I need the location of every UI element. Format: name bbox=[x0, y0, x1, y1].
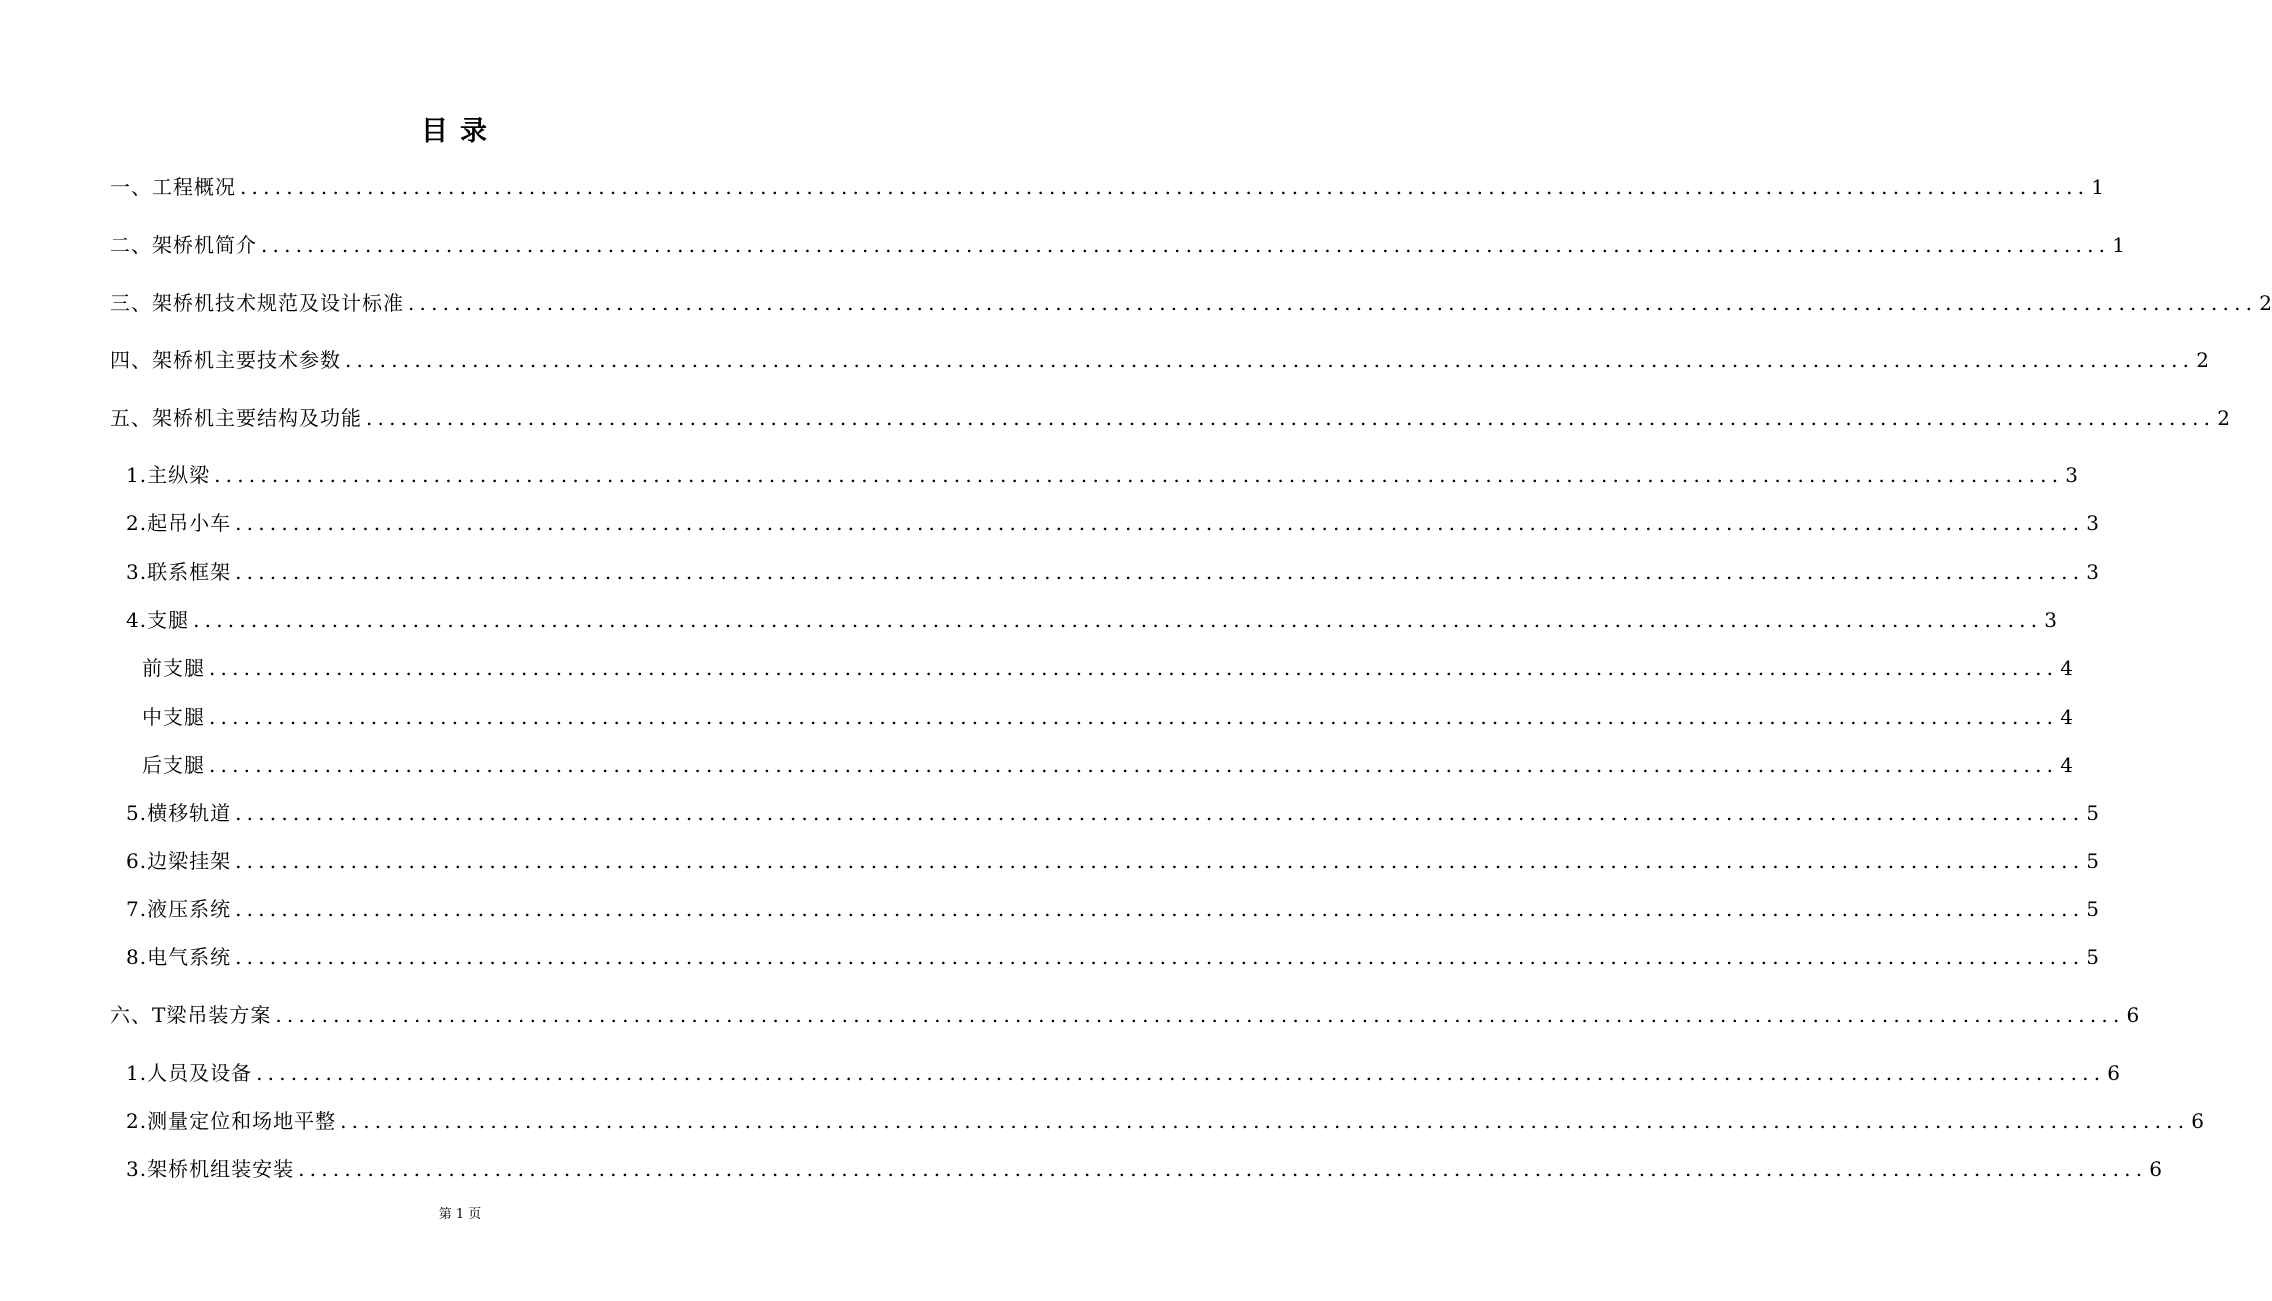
toc-entry-label: 1.主纵梁 bbox=[126, 463, 211, 487]
toc-entry-page: 1 bbox=[2112, 233, 2125, 257]
toc-entry-label: 二、架桥机简介 bbox=[110, 233, 257, 257]
toc-entry[interactable] bbox=[126, 942, 2100, 972]
toc-entry-page: 2 bbox=[2217, 406, 2230, 430]
toc-entry[interactable] bbox=[126, 508, 2100, 538]
toc-entry-label: 4.支腿 bbox=[126, 608, 190, 632]
toc-entry[interactable] bbox=[126, 846, 2100, 876]
toc-leader-dots: ................................................................................................................................................................ bbox=[256, 1061, 2106, 1085]
toc-entry[interactable] bbox=[110, 172, 2104, 202]
toc-entry-label: 2.测量定位和场地平整 bbox=[126, 1109, 337, 1133]
toc-entry[interactable] bbox=[126, 798, 2100, 828]
toc-entry-page: 2 bbox=[2196, 348, 2209, 372]
toc-entry[interactable] bbox=[126, 1106, 2205, 1136]
toc-leader-dots: ................................................................................................................................................................ bbox=[235, 897, 2085, 921]
toc-leader-dots: ................................................................................................................................................................ bbox=[235, 945, 2085, 969]
toc-entry-label: 六、T梁吊装方案 bbox=[110, 1003, 272, 1027]
toc-entry[interactable] bbox=[110, 403, 2230, 433]
toc-entry-page: 5 bbox=[2086, 801, 2100, 825]
toc-entry-label: 1.人员及设备 bbox=[126, 1061, 253, 1085]
toc-leader-dots: ................................................................................................................................................................ bbox=[235, 801, 2085, 825]
toc-entry[interactable] bbox=[142, 702, 2073, 732]
toc-entry-page: 4 bbox=[2060, 656, 2073, 680]
toc-leader-dots: ................................................................................................................................................................ bbox=[240, 175, 2090, 199]
toc-entry-label: 5.横移轨道 bbox=[126, 801, 232, 825]
toc-entry-page: 6 bbox=[2107, 1061, 2121, 1085]
toc-entry-page: 3 bbox=[2044, 608, 2058, 632]
toc-entry-label: 后支腿 bbox=[142, 753, 205, 777]
toc-entry[interactable] bbox=[110, 345, 2209, 375]
toc-leader-dots: ................................................................................................................................................................ bbox=[214, 463, 2064, 487]
toc-entry[interactable] bbox=[126, 460, 2079, 490]
toc-leader-dots: ................................................................................................................................................................ bbox=[193, 608, 2043, 632]
toc-entry-label: 8.电气系统 bbox=[126, 945, 232, 969]
toc-leader-dots: ................................................................................................................................................................ bbox=[209, 705, 2059, 729]
toc-entry[interactable] bbox=[126, 557, 2100, 587]
toc-entry-label: 6.边梁挂架 bbox=[126, 849, 232, 873]
toc-leader-dots: ................................................................................................................................................................ bbox=[408, 291, 2258, 315]
toc-entry-label: 四、架桥机主要技术参数 bbox=[110, 348, 341, 372]
toc-entry-label: 7.液压系统 bbox=[126, 897, 232, 921]
toc-entry-page: 1 bbox=[2091, 175, 2104, 199]
toc-entry-page: 2 bbox=[2259, 291, 2272, 315]
toc-leader-dots: ................................................................................................................................................................ bbox=[209, 753, 2059, 777]
toc-entry-label: 前支腿 bbox=[142, 656, 205, 680]
toc-entry-page: 3 bbox=[2086, 560, 2100, 584]
toc-leader-dots: ................................................................................................................................................................ bbox=[235, 511, 2085, 535]
toc-entry-page: 4 bbox=[2060, 705, 2073, 729]
toc-entry-label: 3.架桥机组装安装 bbox=[126, 1157, 295, 1181]
toc-leader-dots: ................................................................................................................................................................ bbox=[366, 406, 2216, 430]
toc-entry-label: 2.起吊小车 bbox=[126, 511, 232, 535]
toc-entry-label: 一、工程概况 bbox=[110, 175, 236, 199]
toc-entry-page: 4 bbox=[2060, 753, 2073, 777]
toc-entry-page: 6 bbox=[2191, 1109, 2205, 1133]
toc-entry[interactable] bbox=[126, 1154, 2163, 1184]
toc-entry[interactable] bbox=[126, 1058, 2121, 1088]
toc-entry-label: 中支腿 bbox=[142, 705, 205, 729]
toc-leader-dots: ................................................................................................................................................................ bbox=[261, 233, 2111, 257]
toc-entry-page: 3 bbox=[2065, 463, 2079, 487]
toc-entry-label: 三、架桥机技术规范及设计标准 bbox=[110, 291, 404, 315]
toc-leader-dots: ................................................................................................................................................................ bbox=[235, 849, 2085, 873]
toc-entry-label: 五、架桥机主要结构及功能 bbox=[110, 406, 362, 430]
toc-entry[interactable] bbox=[142, 653, 2073, 683]
toc-entry-page: 6 bbox=[2149, 1157, 2163, 1181]
toc-entry-label: 3.联系框架 bbox=[126, 560, 232, 584]
toc-leader-dots: ................................................................................................................................................................ bbox=[298, 1157, 2148, 1181]
toc-entry[interactable] bbox=[110, 230, 2125, 260]
toc-entry[interactable] bbox=[126, 894, 2100, 924]
page-title: 目录 bbox=[421, 116, 499, 147]
toc-entry-page: 5 bbox=[2086, 849, 2100, 873]
toc-entry[interactable] bbox=[142, 750, 2073, 780]
toc-entry-page: 6 bbox=[2126, 1003, 2140, 1027]
toc-entry-page: 3 bbox=[2086, 511, 2100, 535]
toc-entry[interactable] bbox=[110, 1000, 2140, 1030]
toc-leader-dots: ................................................................................................................................................................ bbox=[235, 560, 2085, 584]
toc-leader-dots: ................................................................................................................................................................ bbox=[340, 1109, 2190, 1133]
toc-entry[interactable] bbox=[110, 288, 2272, 318]
toc-leader-dots: ................................................................................................................................................................ bbox=[275, 1003, 2125, 1027]
toc-entry[interactable] bbox=[126, 605, 2058, 635]
toc-entry-page: 5 bbox=[2086, 897, 2100, 921]
toc-entry-page: 5 bbox=[2086, 945, 2100, 969]
page-footer: 第 1 页 bbox=[438, 1207, 482, 1222]
toc-leader-dots: ................................................................................................................................................................ bbox=[209, 656, 2059, 680]
toc-leader-dots: ................................................................................................................................................................ bbox=[345, 348, 2195, 372]
